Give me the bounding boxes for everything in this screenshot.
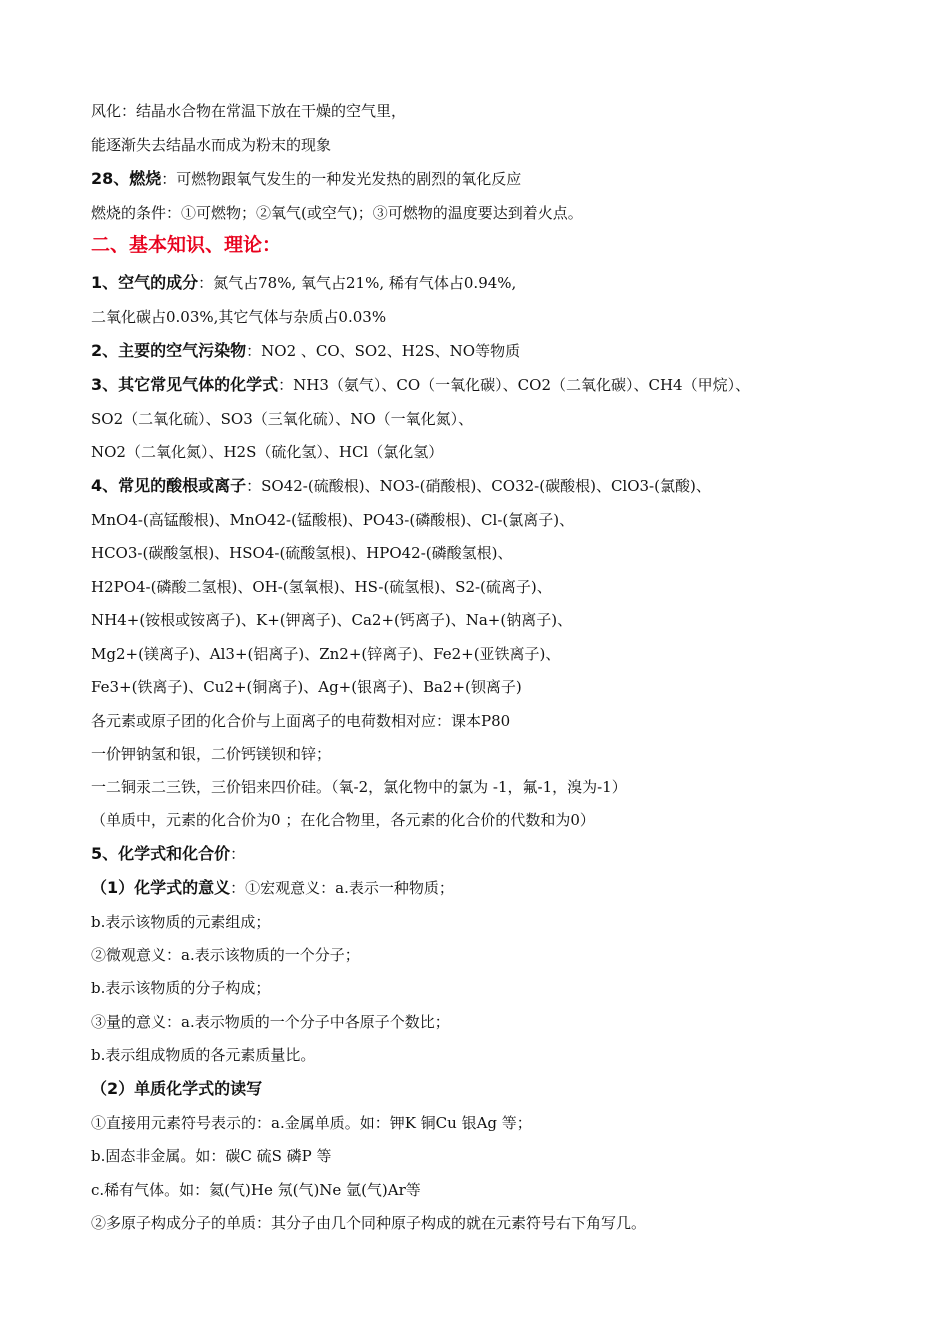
text-line: ①直接用元素符号表示的：a.金属单质。如：钾K 铜Cu 银Ag 等； [91,1114,532,1132]
text-line [91,340,931,362]
item-heading: 1、空气的成分 [91,273,199,292]
text-line: 各元素或原子团的化合价与上面离子的电荷数相对应：课本P80 [91,712,511,730]
subitem-heading: （2）单质化学式的读写 [91,1079,263,1098]
text-line [91,272,931,294]
item-body: ：NO2 、CO、SO2、H2S、NO等物质 [246,342,521,360]
text-line: Mg2+(镁离子)、Al3+(铝离子)、Zn2+(锌离子)、Fe2+(亚铁离子)、 [91,645,561,663]
text-line: b.固态非金属。如：碳C 硫S 磷P 等 [91,1147,332,1165]
text-line [91,843,931,865]
text-line [91,475,931,497]
text-line: ②微观意义：a.表示该物质的一个分子； [91,946,360,964]
text-line: ②多原子构成分子的单质：其分子由几个同种原子构成的就在元素符号右下角写几。 [91,1214,647,1232]
text-line: 二氧化碳占0.03%,其它气体与杂质占0.03% [91,308,387,326]
text-line [91,374,931,396]
text-line: NO2（二氧化氮）、H2S（硫化氢）、HCl（氯化氢） [91,443,444,461]
text-line: b.表示该物质的分子构成； [91,979,271,997]
item-heading: 3、其它常见气体的化学式 [91,375,279,394]
text-line: c.稀有气体。如：氦(气)He 氖(气)Ne 氩(气)Ar等 [91,1181,421,1199]
term-definition: ：可燃物跟氧气发生的一种发光发热的剧烈的氧化反应 [161,170,522,188]
text-line [91,877,931,899]
item-heading: 5、化学式和化合价 [91,844,231,863]
item-body: ：①宏观意义：a.表示一种物质； [230,879,454,897]
text-line: 能逐渐失去结晶水而成为粉末的现象 [91,136,332,154]
text-line: b.表示该物质的元素组成； [91,913,271,931]
text-line: 燃烧的条件：①可燃物；②氧气(或空气)；③可燃物的温度要达到着火点。 [91,204,583,222]
text-line: b.表示组成物质的各元素质量比。 [91,1046,316,1064]
term-heading: 28、燃烧 [91,169,162,188]
text-line: 一二铜汞二三铁，三价铝来四价硅。（氧-2，氯化物中的氯为 -1，氟-1，溴为-1） [91,778,627,796]
text-line [91,168,931,190]
text-line: SO2（二氧化硫）、SO3（三氧化硫）、NO（一氧化氮）、 [91,410,474,428]
item-heading: 4、常见的酸根或离子 [91,476,247,495]
text-line: （单质中，元素的化合价为0 ；在化合物里，各元素的化合价的代数和为0） [91,811,595,829]
item-heading: 2、主要的空气污染物 [91,341,247,360]
text-line: 一价钾钠氢和银，二价钙镁钡和锌； [91,745,332,763]
item-body: ：氮气占78%, 氧气占21%, 稀有气体占0.94%, [198,274,517,292]
text-line: Fe3+(铁离子)、Cu2+(铜离子)、Ag+(银离子)、Ba2+(钡离子) [91,678,522,696]
item-body: ：NH3（氨气）、CO（一氧化碳）、CO2（二氧化碳）、CH4（甲烷）、 [278,376,751,394]
text-line: 风化：结晶水合物在常温下放在干燥的空气里， [91,102,407,120]
subitem-heading: （1）化学式的意义 [91,878,231,897]
text-line: H2PO4-(磷酸二氢根)、OH-(氢氧根)、HS-(硫氢根)、S2-(硫离子)、 [91,578,552,596]
text-line: NH4+(铵根或铵离子)、K+(钾离子)、Ca2+(钙离子)、Na+(钠离子)、 [91,611,573,629]
section-heading: 二、基本知识、理论： [91,234,282,256]
text-line: MnO4-(高锰酸根)、MnO42-(锰酸根)、PO43-(磷酸根)、Cl-(氯离子)、 [91,511,575,529]
item-body: ： [230,845,246,863]
text-line: ③量的意义：a.表示物质的一个分子中各原子个数比； [91,1013,450,1031]
item-body: ：SO42-(硫酸根)、NO3-(硝酸根)、CO32-(碳酸根)、ClO3-(氯酸)、 [246,477,711,495]
text-line: HCO3-(碳酸氢根)、HSO4-(硫酸氢根)、HPO42-(磷酸氢根)、 [91,544,513,562]
